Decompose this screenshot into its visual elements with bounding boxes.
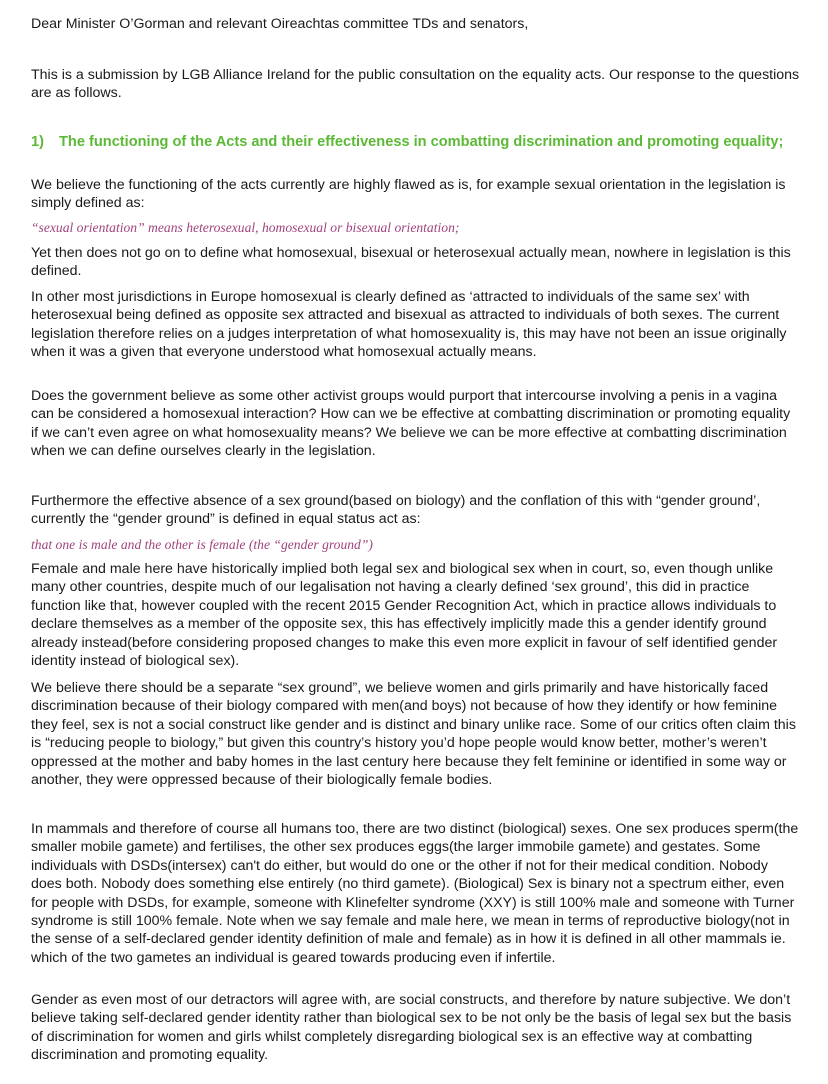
- paragraph-gender-constructs: Gender as even most of our detractors will agree with, are social constructs, and therefore by nature subjective. We don’t believe taking self-declared gender identity rather than biological sex to be not only be the basis of legal sex but the basis of discrimination for women and girls whilst completely disregarding biological sex is an effective way at combatting discrimination and promoting equality.: [31, 992, 792, 1064]
- quote-gender-ground: that one is male and the other is female (the “gender ground”): [31, 537, 373, 552]
- section-number: 1): [31, 134, 44, 150]
- paragraph-mammals: In mammals and therefore of course all humans too, there are two distinct (biological) sexes. One sex produces sperm(the smaller mobile gamete) and fertilises, the other sex produces eggs(the larger immobile gamete) and gestates. Some individuals with DSDs(intersex) can't do either, but would do one or the other if not for their medical condition. Nobody does both. Nobody does something else entirely (no third gamete). (Biological) Sex is binary not a spectrum either, even for people with DSDs, for example, someone with Klinefelter syndrome (XXY) is still 100% male and someone with Turner syndrome is still 100% female. Note when we say female and male here, we mean in terms of reproductive biology(not in the sense of a self-declared gender identity definition of male and female) as in how it is defined in all other mammals ie. which of the two gametes an individual is geared towards producing even if infertile.: [31, 821, 799, 966]
- paragraph-sexual-orientation: We believe the functioning of the acts currently are highly flawed as is, for example sexual orientation in the legislation is simply defined as:: [31, 177, 786, 212]
- paragraph-jurisdictions: In other most jurisdictions in Europe homosexual is clearly defined as ‘attracted to individuals of the same sex’ with heterosexual being defined as opposite sex attracted and bisexual as attracted to individuals of both sexes. The current legislation therefore relies on a judges interpretation of what homosexuality is, this may have not been an issue originally when it was a given that everyone understood what homosexual actually means.: [31, 289, 787, 361]
- paragraph-government-question: Does the government believe as some other activist groups would purport that intercourse involving a penis in a vagina can be considered a homosexual interaction? How can we be effective at combatting discrimination or promoting equality if we can’t even agree on what homosexuality means? We believe we can be more effective at combatting discrimination when we can define ourselves clearly in the legislation.: [31, 388, 791, 460]
- paragraph-female-male: Female and male here have historically implied both legal sex and biological sex when in court, so, even though unlike many other countries, despite much of our legalisation not having a clearly defined ‘sex ground’, this did in practice function like that, however coupled with the recent 2015 Gender Recognition Act, which in practice allows individuals to declare themselves as a member of the opposite sex, this has effectively implicitly made this a gender identify ground already instead(before considering proposed changes to make this even more explicit in favour of self identified gender identity instead of biological sex).: [31, 561, 778, 670]
- salutation: Dear Minister O’Gorman and relevant Oireachtas committee TDs and senators,: [31, 16, 529, 32]
- paragraph-gender-ground: Furthermore the effective absence of a sex ground(based on biology) and the conflation of this with “gender ground’, currently the “gender ground” is defined in equal status act as:: [31, 493, 761, 528]
- paragraph-undefined-terms: Yet then does not go on to define what homosexual, bisexual or heterosexual actually mean, nowhere in legislation is this defined.: [31, 245, 791, 280]
- quote-sexual-orientation: “sexual orientation” means heterosexual, homosexual or bisexual orientation;: [31, 220, 460, 235]
- intro-paragraph: This is a submission by LGB Alliance Ireland for the public consultation on the equality acts. Our response to the questions are as follows.: [31, 67, 800, 102]
- paragraph-sex-ground: We believe there should be a separate “sex ground”, we believe women and girls primarily and have historically faced discrimination because of their biology compared with men(and boys) not because of how they identify or how feminine they feel, sex is not a social construct like gender and is distinct and binary unlike race. Some of our critics often claim this is “reducing people to biology,” but given this country’s history you’d hope people would know better, mother’s weren’t oppressed at the mother and baby homes in the last century here because they felt feminine or identified in some way or another, they were oppressed because of their biologically female bodies.: [31, 680, 796, 789]
- section-title: The functioning of the Acts and their effectiveness in combatting discrimination and promoting equality;: [59, 134, 784, 150]
- section-heading: [31, 133, 801, 152]
